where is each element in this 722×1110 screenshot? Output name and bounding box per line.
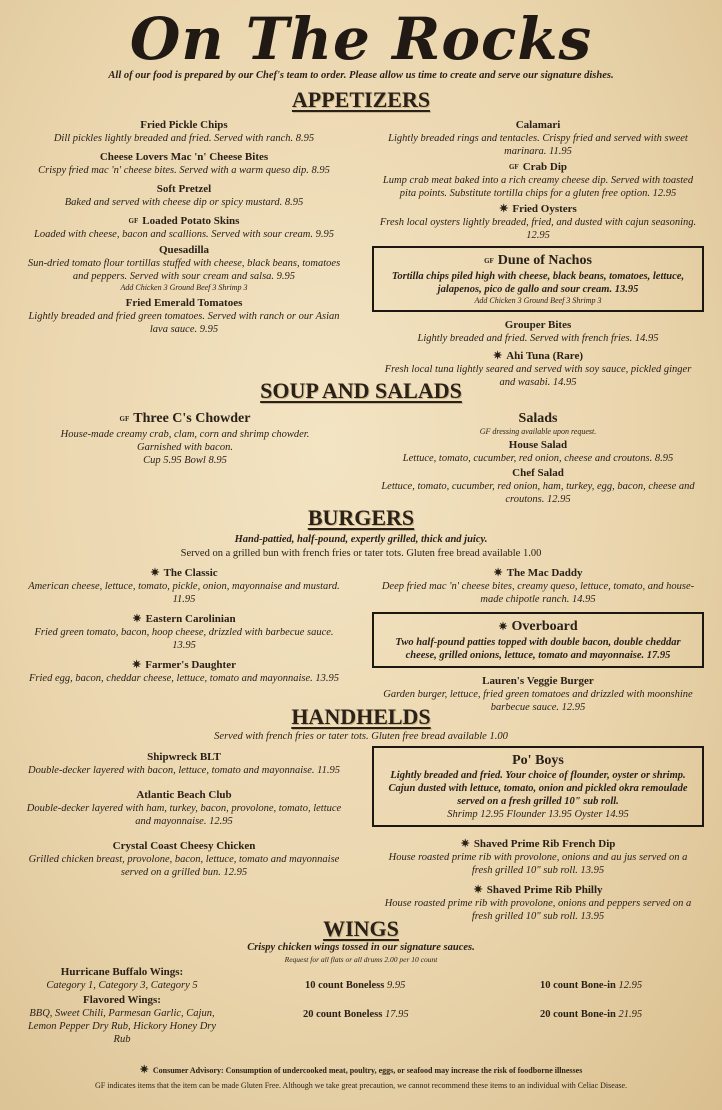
menu-item: GF Crab Dip Lump crab meat baked into a rich creamy cheese dip. Served with toasted pita points. Substitute tortilla chips for a gluten free option. 12.95 bbox=[382, 161, 694, 199]
menu-item: ✷ Fried Oysters Fresh local oysters lightly breaded, fried, and dusted with cajun seasoning. 12.95 bbox=[379, 203, 697, 241]
heading-appetizers: APPETIZERS bbox=[291, 87, 431, 112]
menu-item: Quesadilla Sun-dried tomato flour tortillas stuffed with cheese, black beans, tomatoes and peppers. Served with sour cream and salsa. 9.95 Add Chicken 3 Ground Beef 3 Shrimp 3 bbox=[27, 244, 341, 292]
heading-burgers: BURGERS bbox=[307, 505, 415, 530]
menu-item: Atlantic Beach Club Double-decker layered with ham, turkey, bacon, provolone, tomato, lettuce and mayonnaise. 12.95 bbox=[26, 789, 342, 827]
menu-item: Fried Emerald Tomatoes Lightly breaded and fried green tomatoes. Served with ranch or our Asian lava sauce. 9.95 bbox=[28, 297, 340, 335]
menu-item: Salads GF dressing available upon request. bbox=[479, 411, 597, 436]
gf-disclaimer: GF indicates items that the item can be made Gluten Free. Although we take great precaution, we cannot recommend these items to an individual with Celiac Disease. bbox=[94, 1081, 628, 1090]
menu-item: ✷ Eastern Carolinian Fried green tomato, bacon, hoop cheese, drizzled with barbecue sauce. 13.95 bbox=[34, 613, 334, 651]
featured-item-box: ✷ Overboard Two half-pound patties topped with double bacon, double cheddar cheese, grilled onions, lettuce, tomato and mayonnaise. 17.95 bbox=[372, 612, 704, 668]
wings-subtitle: Crispy chicken wings tossed in our signature sauces. bbox=[247, 942, 475, 953]
menu-item: ✷ Ahi Tuna (Rare) Fresh local tuna lightly seared and served with soy sauce, pickled ginger and wasabi. 14.95 bbox=[384, 350, 692, 388]
wing-price: 20 count Boneless 17.95 bbox=[303, 1009, 409, 1020]
menu-item: Flavored Wings: BBQ, Sweet Chili, Parmesan Garlic, Cajun, Lemon Pepper Dry Rub, Hickory Honey Dry Rub bbox=[27, 994, 217, 1045]
menu-item: Soft Pretzel Baked and served with cheese dip or spicy mustard. 8.95 bbox=[64, 183, 304, 208]
heading-soup-and-salads: SOUP AND SALADS bbox=[260, 378, 462, 403]
menu-item: Chef Salad Lettuce, tomato, cucumber, red onion, ham, turkey, egg, bacon, cheese and croutons. 12.95 bbox=[381, 467, 695, 505]
consumer-advisory: ✷ Consumer Advisory: Consumption of undercooked meat, poultry, eggs, or seafood may increase the risk of foodborne illnesses bbox=[139, 1064, 583, 1076]
menu-item: Lauren's Veggie Burger Garden burger, lettuce, fried green tomatoes and drizzled with moonshine barbecue sauce. 12.95 bbox=[383, 675, 693, 713]
menu-item: ✷ The Classic American cheese, lettuce, tomato, pickle, onion, mayonnaise and mustard. 11.95 bbox=[28, 567, 340, 605]
menu-item: Hurricane Buffalo Wings: Category 1, Category 3, Category 5 bbox=[46, 966, 198, 991]
star-icon: ✷ bbox=[498, 621, 508, 633]
gf-badge: GF bbox=[119, 415, 130, 423]
menu-item: Calamari Lightly breaded rings and tentacles. Crispy fried and served with sweet marinara. 11.95 bbox=[388, 119, 688, 157]
menu-item: Crystal Coast Cheesy Chicken Grilled chicken breast, provolone, bacon, lettuce, tomato and mayonnaise served on a grilled bun. 12.95 bbox=[28, 840, 340, 878]
menu-item: ✷ Farmer's Daughter Fried egg, bacon, cheddar cheese, lettuce, tomato and mayonnaise. 13.95 bbox=[29, 659, 339, 684]
star-icon: ✷ bbox=[492, 350, 503, 362]
star-icon: ✷ bbox=[150, 567, 160, 579]
handhelds-note: Served with french fries or tater tots. Gluten free bread available 1.00 bbox=[214, 731, 508, 742]
appetizers-right-column bbox=[378, 118, 698, 389]
heading-handhelds: HANDHELDS bbox=[291, 704, 431, 729]
burgers-right-column bbox=[378, 566, 698, 714]
gf-badge: GF bbox=[128, 217, 139, 225]
menu-item: House Salad Lettuce, tomato, cucumber, red onion, cheese and croutons. 8.95 bbox=[402, 439, 674, 464]
burgers-subtitle: Hand-pattied, half-pound, expertly grilled, thick and juicy. bbox=[234, 534, 488, 545]
burgers-note: Served on a grilled bun with french fries or tater tots. Gluten free bread available 1.00 bbox=[180, 548, 542, 559]
menu-item: ✷ Shaved Prime Rib Philly House roasted prime rib with provolone, onions and peppers served on a fresh grilled 10" sub roll. 13.95 bbox=[384, 884, 692, 922]
salads-column bbox=[378, 410, 698, 506]
handhelds-right-column bbox=[378, 746, 698, 923]
heading-wings: WINGS bbox=[323, 916, 399, 941]
appetizers-left-column bbox=[24, 118, 344, 336]
star-icon: ✷ bbox=[473, 884, 483, 896]
gf-badge: GF bbox=[484, 257, 494, 265]
gf-badge: GF bbox=[508, 163, 519, 171]
featured-item-box: Po' Boys Lightly breaded and fried. Your choice of flounder, oyster or shrimp. Cajun dusted with lettuce, tomato, onion and pickled okra remoulade served on a fresh grilled 10" sub roll. Shrimp 12.95 Flounder 13.95 Oyster 14.95 bbox=[372, 746, 704, 827]
menu-item: Shipwreck BLT Double-decker layered with bacon, lettuce, tomato and mayonnaise. 11.95 bbox=[27, 751, 340, 776]
handhelds-left-column bbox=[24, 750, 344, 879]
star-icon: ✷ bbox=[139, 1064, 149, 1076]
tagline: All of our food is prepared by our Chef's team to order. Please allow us time to create and serve our signature dishes. bbox=[108, 70, 614, 81]
star-icon: ✷ bbox=[499, 203, 509, 215]
menu-item: Fried Pickle Chips Dill pickles lightly breaded and fried. Served with ranch. 8.95 bbox=[53, 119, 315, 144]
wing-price: 10 count Bone-in 12.95 bbox=[540, 980, 643, 991]
wing-flavors bbox=[22, 965, 222, 1046]
star-icon: ✷ bbox=[132, 659, 142, 671]
star-icon: ✷ bbox=[460, 838, 470, 850]
featured-item-box: GF Dune of Nachos Tortilla chips piled high with cheese, black beans, tomatoes, lettuce, jalapenos, pico de gallo and sour cream. 13.95 Add Chicken 3 Ground Beef 3 Shrimp 3 bbox=[372, 246, 704, 312]
star-icon: ✷ bbox=[132, 613, 142, 625]
wing-price: 10 count Boneless 9.95 bbox=[305, 980, 406, 991]
menu-item: Cheese Lovers Mac 'n' Cheese Bites Crispy fried mac 'n' cheese bites. Served with a warm queso dip. 8.95 bbox=[38, 151, 330, 176]
menu-item: Grouper Bites Lightly breaded and fried. Served with french fries. 14.95 bbox=[417, 319, 659, 344]
menu-item: ✷ The Mac Daddy Deep fried mac 'n' cheese bites, creamy queso, lettuce, tomato, and house-made chipotle ranch. 14.95 bbox=[381, 567, 695, 605]
menu-item: ✷ Shaved Prime Rib French Dip House roasted prime rib with provolone, onions and au jus served on a fresh grilled 10" sub roll. 13.95 bbox=[388, 838, 688, 876]
menu-item: GF Loaded Potato Skins Loaded with cheese, bacon and scallions. Served with sour cream. 9.95 bbox=[34, 215, 334, 240]
star-icon: ✷ bbox=[493, 567, 503, 579]
menu-item-chowder: GF Three C's Chowder House-made creamy crab, clam, corn and shrimp chowder. Garnished with bacon. Cup 5.95 Bowl 8.95 bbox=[60, 411, 310, 466]
burgers-left-column bbox=[24, 566, 344, 685]
restaurant-title: On The Rocks bbox=[129, 5, 593, 73]
wing-price: 20 count Bone-in 21.95 bbox=[540, 1009, 643, 1020]
wings-note: Request for all flats or all drums 2.00 per 10 count bbox=[284, 955, 438, 964]
